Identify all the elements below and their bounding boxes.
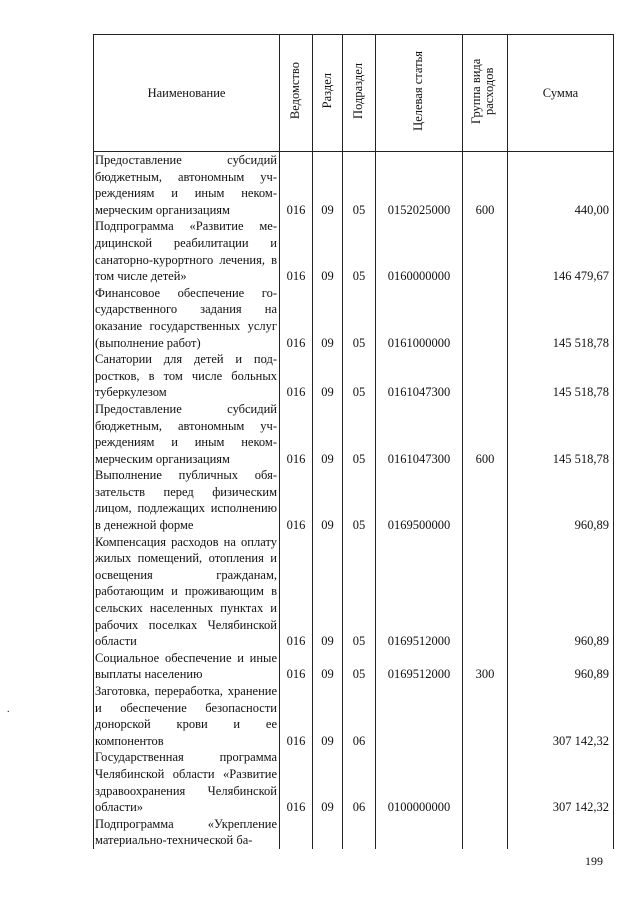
- row-gruppa-vida-rashodov: [463, 467, 508, 533]
- row-vedomstvo: 016: [280, 650, 313, 683]
- row-gruppa-vida-rashodov: [463, 534, 508, 650]
- table-row: [94, 467, 614, 533]
- row-celevaya-statya: 0160000000: [376, 218, 463, 284]
- row-razdel: 09: [313, 351, 343, 401]
- header-name: Наименование: [94, 35, 280, 152]
- row-razdel: 09: [313, 749, 343, 815]
- row-summa: [508, 816, 614, 849]
- row-razdel: 09: [313, 683, 343, 749]
- header-celevaya-statya: Целевая статья: [376, 35, 463, 152]
- row-vedomstvo: 016: [280, 351, 313, 401]
- row-vedomstvo: 016: [280, 401, 313, 467]
- row-gruppa-vida-rashodov: 600: [463, 401, 508, 467]
- table-header: [94, 35, 614, 152]
- row-celevaya-statya: 0169500000: [376, 467, 463, 533]
- header-podrazdel: Подраздел: [343, 35, 376, 152]
- row-celevaya-statya: 0152025000: [376, 152, 463, 219]
- row-celevaya-statya: 0161047300: [376, 401, 463, 467]
- row-razdel: 09: [313, 650, 343, 683]
- page-number: 199: [585, 854, 603, 868]
- header-gruppa-vida-rashodov: Группа вида расходов: [463, 35, 508, 152]
- table-row: [94, 650, 614, 683]
- row-summa: 145 518,78: [508, 401, 614, 467]
- row-name: Подпрограмма «Развитие медицинской реабилитации и санаторно-курортного лечения, в том числе детей»: [94, 218, 280, 284]
- row-celevaya-statya: 0169512000: [376, 650, 463, 683]
- row-gruppa-vida-rashodov: [463, 816, 508, 849]
- row-celevaya-statya: 0161000000: [376, 285, 463, 351]
- row-gruppa-vida-rashodov: 600: [463, 152, 508, 219]
- row-razdel: 09: [313, 152, 343, 219]
- row-podrazdel: 06: [343, 683, 376, 749]
- table-row: [94, 749, 614, 815]
- row-name: Социальное обеспечение и иные выплаты населению: [94, 650, 280, 683]
- table-row: [94, 534, 614, 650]
- row-razdel: 09: [313, 218, 343, 284]
- row-summa: 145 518,78: [508, 351, 614, 401]
- row-celevaya-statya: 0161047300: [376, 351, 463, 401]
- row-razdel: 09: [313, 534, 343, 650]
- table-row: [94, 401, 614, 467]
- header-razdel: Раздел: [313, 35, 343, 152]
- row-gruppa-vida-rashodov: [463, 285, 508, 351]
- row-podrazdel: 06: [343, 749, 376, 815]
- row-vedomstvo: 016: [280, 683, 313, 749]
- row-razdel: 09: [313, 467, 343, 533]
- row-podrazdel: 05: [343, 467, 376, 533]
- row-name: Подпрограмма «Укрепление материально-технической ба-: [94, 816, 280, 849]
- row-summa: 440,00: [508, 152, 614, 219]
- row-summa: 307 142,32: [508, 749, 614, 815]
- row-name: Выполнение публичных обязательств перед физическим лицом, подлежащих исполнению в денежной форме: [94, 467, 280, 533]
- row-vedomstvo: 016: [280, 467, 313, 533]
- row-celevaya-statya: 0100000000: [376, 749, 463, 815]
- table-row: [94, 218, 614, 284]
- row-gruppa-vida-rashodov: [463, 351, 508, 401]
- header-vedomstvo: Ведомство: [280, 35, 313, 152]
- row-podrazdel: 05: [343, 351, 376, 401]
- row-vedomstvo: 016: [280, 152, 313, 219]
- row-summa: 146 479,67: [508, 218, 614, 284]
- row-podrazdel: 05: [343, 218, 376, 284]
- row-vedomstvo: 016: [280, 285, 313, 351]
- header-summa: Сумма: [508, 35, 614, 152]
- row-summa: 960,89: [508, 534, 614, 650]
- row-vedomstvo: 016: [280, 749, 313, 815]
- row-name: Санатории для детей и подростков, в том числе больных туберкулезом: [94, 351, 280, 401]
- row-razdel: 09: [313, 401, 343, 467]
- row-name: Заготовка, переработка, хранение и обеспечение безопасности донорской крови и ее компонентов: [94, 683, 280, 749]
- row-summa: 960,89: [508, 650, 614, 683]
- row-summa: 307 142,32: [508, 683, 614, 749]
- row-name: Компенсация расходов на оплату жилых помещений, отопления и освещения гражданам, работающим и проживающим в сельских населенных пунктах и рабочих поселках Челябинской области: [94, 534, 280, 650]
- row-podrazdel: 05: [343, 534, 376, 650]
- row-gruppa-vida-rashodov: [463, 749, 508, 815]
- row-vedomstvo: 016: [280, 534, 313, 650]
- row-gruppa-vida-rashodov: 300: [463, 650, 508, 683]
- row-celevaya-statya: 0169512000: [376, 534, 463, 650]
- row-name: Государственная программа Челябинской области «Развитие здравоохранения Челябинской области»: [94, 749, 280, 815]
- row-podrazdel: 05: [343, 285, 376, 351]
- budget-table: [93, 34, 614, 849]
- table-body: [94, 152, 614, 849]
- row-gruppa-vida-rashodov: [463, 218, 508, 284]
- table-row: [94, 152, 614, 219]
- table-row: [94, 351, 614, 401]
- table-row: [94, 816, 614, 849]
- row-name: Финансовое обеспечение государственного задания на оказание государственных услуг (выполнение работ): [94, 285, 280, 351]
- table-row: [94, 285, 614, 351]
- row-podrazdel: 05: [343, 401, 376, 467]
- row-vedomstvo: 016: [280, 218, 313, 284]
- row-gruppa-vida-rashodov: [463, 683, 508, 749]
- row-razdel: [313, 816, 343, 849]
- table-row: [94, 683, 614, 749]
- row-name: Предоставление субсидий бюджетным, автономным учреждениям и иным некоммерческим организациям: [94, 401, 280, 467]
- row-podrazdel: [343, 816, 376, 849]
- row-name: Предоставление субсидий бюджетным, автономным учреждениям и иным некоммерческим организациям: [94, 152, 280, 219]
- row-summa: 145 518,78: [508, 285, 614, 351]
- row-podrazdel: 05: [343, 152, 376, 219]
- margin-mark: .: [7, 704, 10, 715]
- row-vedomstvo: [280, 816, 313, 849]
- row-razdel: 09: [313, 285, 343, 351]
- row-celevaya-statya: [376, 683, 463, 749]
- row-celevaya-statya: [376, 816, 463, 849]
- row-podrazdel: 05: [343, 650, 376, 683]
- row-summa: 960,89: [508, 467, 614, 533]
